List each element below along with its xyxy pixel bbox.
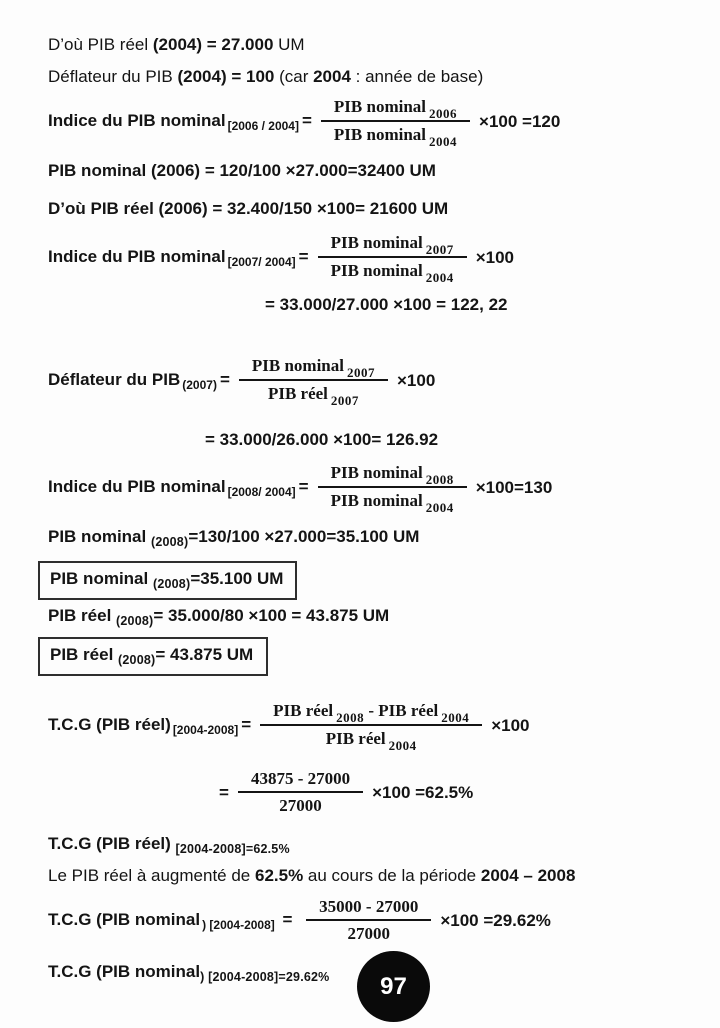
formula-label (48, 369, 230, 392)
page-number-badge (357, 951, 430, 1022)
text-segment: = 35.000/80 ×100 = 43.875 UM (153, 606, 390, 625)
text-segment: 27000 (347, 924, 390, 943)
formula-indice-pib-nominal-2008-2004 (48, 462, 692, 515)
text-segment: Le PIB réel à augmenté de (48, 866, 255, 885)
fraction-denominator (267, 381, 359, 408)
fraction (238, 768, 363, 816)
text-segment: PIB réel (325, 729, 386, 748)
text-segment: = 43.875 UM (155, 645, 254, 664)
formula-tcg-pib-nominal (48, 896, 692, 944)
fraction (318, 462, 467, 515)
text-segment: =130/100 ×27.000=35.100 UM (188, 527, 420, 546)
text-segment: 27000 (279, 796, 322, 815)
fraction (306, 896, 431, 944)
text-segment: 2004 (313, 67, 351, 86)
fraction-denominator (333, 122, 458, 149)
fraction-numerator (318, 232, 467, 258)
fraction (318, 232, 467, 285)
text-segment: (car (274, 67, 314, 86)
subscript: [2004-2008]=62.5% (175, 842, 290, 856)
text-segment: (2004) = 100 (177, 67, 275, 86)
year-subscript: 2008 (336, 710, 365, 725)
fraction-denominator (330, 488, 454, 515)
statement-tcg-pib-reel-result (48, 833, 692, 856)
text-segment: Indice du PIB nominal (48, 476, 226, 496)
year-subscript: 2004 (425, 500, 454, 515)
text-segment: Indice du PIB nominal (48, 110, 226, 130)
formula-label (48, 476, 309, 499)
text-segment: PIB nominal (330, 261, 423, 280)
formula-deflateur-pib-2007 (48, 355, 692, 408)
multiplier: ×100=130 (475, 477, 553, 497)
text-segment: Déflateur du PIB (48, 67, 178, 86)
equals-sign: = (298, 476, 309, 496)
equals-sign: = (277, 909, 298, 929)
boxed-result-pib-reel-2008 (38, 637, 268, 676)
text-segment: au cours de la période (303, 866, 481, 885)
multiplier: ×100 =62.5% (372, 782, 474, 802)
formula-label (48, 714, 251, 737)
fraction-numerator (260, 700, 482, 726)
fraction-numerator (239, 355, 388, 381)
year-subscript: 2008 (425, 472, 454, 487)
fraction-numerator (321, 96, 470, 122)
subscript: ) [2004-2008]=29.62% (200, 970, 330, 984)
equals-sign: = (301, 110, 312, 130)
text-segment: PIB réel (48, 606, 117, 625)
text-segment: PIB réel (273, 701, 334, 720)
formula-label (48, 110, 312, 133)
fraction (321, 96, 470, 149)
text-segment: PIB nominal (50, 569, 153, 588)
formula-label (48, 246, 309, 269)
text-segment: PIB nominal (251, 356, 344, 375)
year-subscript: 2004 (429, 134, 458, 149)
subscript: ) [2004-2008] (202, 917, 275, 932)
text-segment: PIB nominal (330, 463, 423, 482)
fraction-numerator (306, 896, 431, 921)
calc-tcg-pib-reel-result (219, 768, 692, 816)
text-segment: D’où PIB réel (48, 35, 153, 54)
subscript: (2007) (182, 377, 217, 392)
text-segment: UM (273, 35, 305, 54)
calc-deflateur-2007-result: = 33.000/26.000 ×100= 126.92 (205, 430, 439, 449)
text-segment: 35000 - 27000 (319, 897, 419, 916)
text-segment: PIB nominal (48, 527, 151, 546)
subscript: (2008) (116, 614, 154, 628)
subscript: (2008) (152, 577, 191, 591)
text-segment: PIB réel (50, 645, 119, 664)
subscript: (2008) (118, 653, 156, 667)
equals-sign: = (219, 369, 230, 389)
text-segment: T.C.G (PIB nominal (48, 909, 201, 929)
subscript: [2008/ 2004] (227, 484, 296, 499)
subscript: [2004-2008] (172, 722, 239, 737)
statement-pib-reel-2004 (48, 34, 692, 55)
text-segment: T.C.G (PIB nominal (48, 962, 201, 981)
formula-indice-pib-nominal-2007-2004 (48, 232, 692, 285)
subscript: (2008) (150, 535, 189, 549)
statement-pib-nominal-2008 (48, 526, 692, 549)
text-segment: PIB nominal (333, 125, 427, 144)
fraction-denominator (330, 258, 454, 285)
formula-tcg-pib-reel (48, 700, 692, 753)
fraction-numerator (238, 768, 363, 793)
subscript: [2007/ 2004] (227, 254, 296, 269)
text-segment: PIB nominal (330, 491, 423, 510)
text-segment: PIB nominal (333, 97, 427, 116)
equals-sign: = (219, 782, 229, 802)
statement-pib-reel-2006: D’où PIB réel (2006) = 32.400/150 ×100= 21600 UM (48, 199, 449, 218)
year-subscript: 2007 (330, 393, 359, 408)
boxed-result-pib-nominal-2008 (38, 561, 297, 600)
text-segment: PIB réel (378, 701, 439, 720)
multiplier: ×100 =29.62% (440, 910, 551, 930)
fraction-numerator (318, 462, 467, 488)
statement-pib-nominal-2006: PIB nominal (2006) = 120/100 ×27.000=32400 UM (48, 161, 436, 180)
equals-sign: = (241, 714, 252, 734)
text-segment: 43875 - 27000 (250, 769, 351, 788)
text-segment: =35.100 UM (190, 569, 284, 588)
page-number: 97 (380, 972, 407, 1000)
subscript: [2006 / 2004] (227, 118, 299, 133)
fraction (260, 700, 482, 753)
year-subscript: 2004 (425, 270, 454, 285)
text-segment: (2004) = 27.000 (152, 35, 274, 54)
minus-sign: - (364, 701, 379, 720)
formula-indice-pib-nominal-2006-2004 (48, 96, 692, 149)
text-segment: : année de base) (350, 67, 484, 86)
multiplier: ×100 (475, 247, 514, 267)
calc-indice-2007-result: = 33.000/27.000 ×100 = 122, 22 (265, 295, 508, 314)
fraction-denominator (279, 793, 322, 816)
year-subscript: 2007 (425, 242, 454, 257)
year-subscript: 2006 (429, 106, 458, 121)
text-segment: Déflateur du PIB (48, 369, 181, 389)
year-subscript: 2004 (441, 710, 470, 725)
multiplier: ×100 (396, 370, 436, 390)
text-segment: T.C.G (PIB réel) (48, 834, 176, 853)
fraction-denominator (325, 726, 417, 753)
text-segment: Indice du PIB nominal (48, 246, 226, 266)
multiplier: ×100 =120 (479, 111, 561, 131)
year-subscript: 2004 (388, 738, 417, 753)
statement-interpretation (48, 865, 692, 886)
statement-deflateur-2004 (48, 66, 692, 87)
statement-pib-reel-2008 (48, 605, 692, 628)
multiplier: ×100 (491, 715, 530, 735)
equals-sign: = (298, 246, 309, 266)
formula-label (48, 909, 297, 932)
text-segment: PIB réel (267, 384, 328, 403)
fraction-denominator (347, 921, 390, 944)
text-segment: 2004 – 2008 (480, 866, 576, 885)
year-subscript: 2007 (346, 365, 375, 380)
fraction (239, 355, 388, 408)
text-segment: T.C.G (PIB réel) (48, 714, 171, 734)
text-segment: 62.5% (254, 866, 304, 885)
text-segment: PIB nominal (330, 233, 423, 252)
